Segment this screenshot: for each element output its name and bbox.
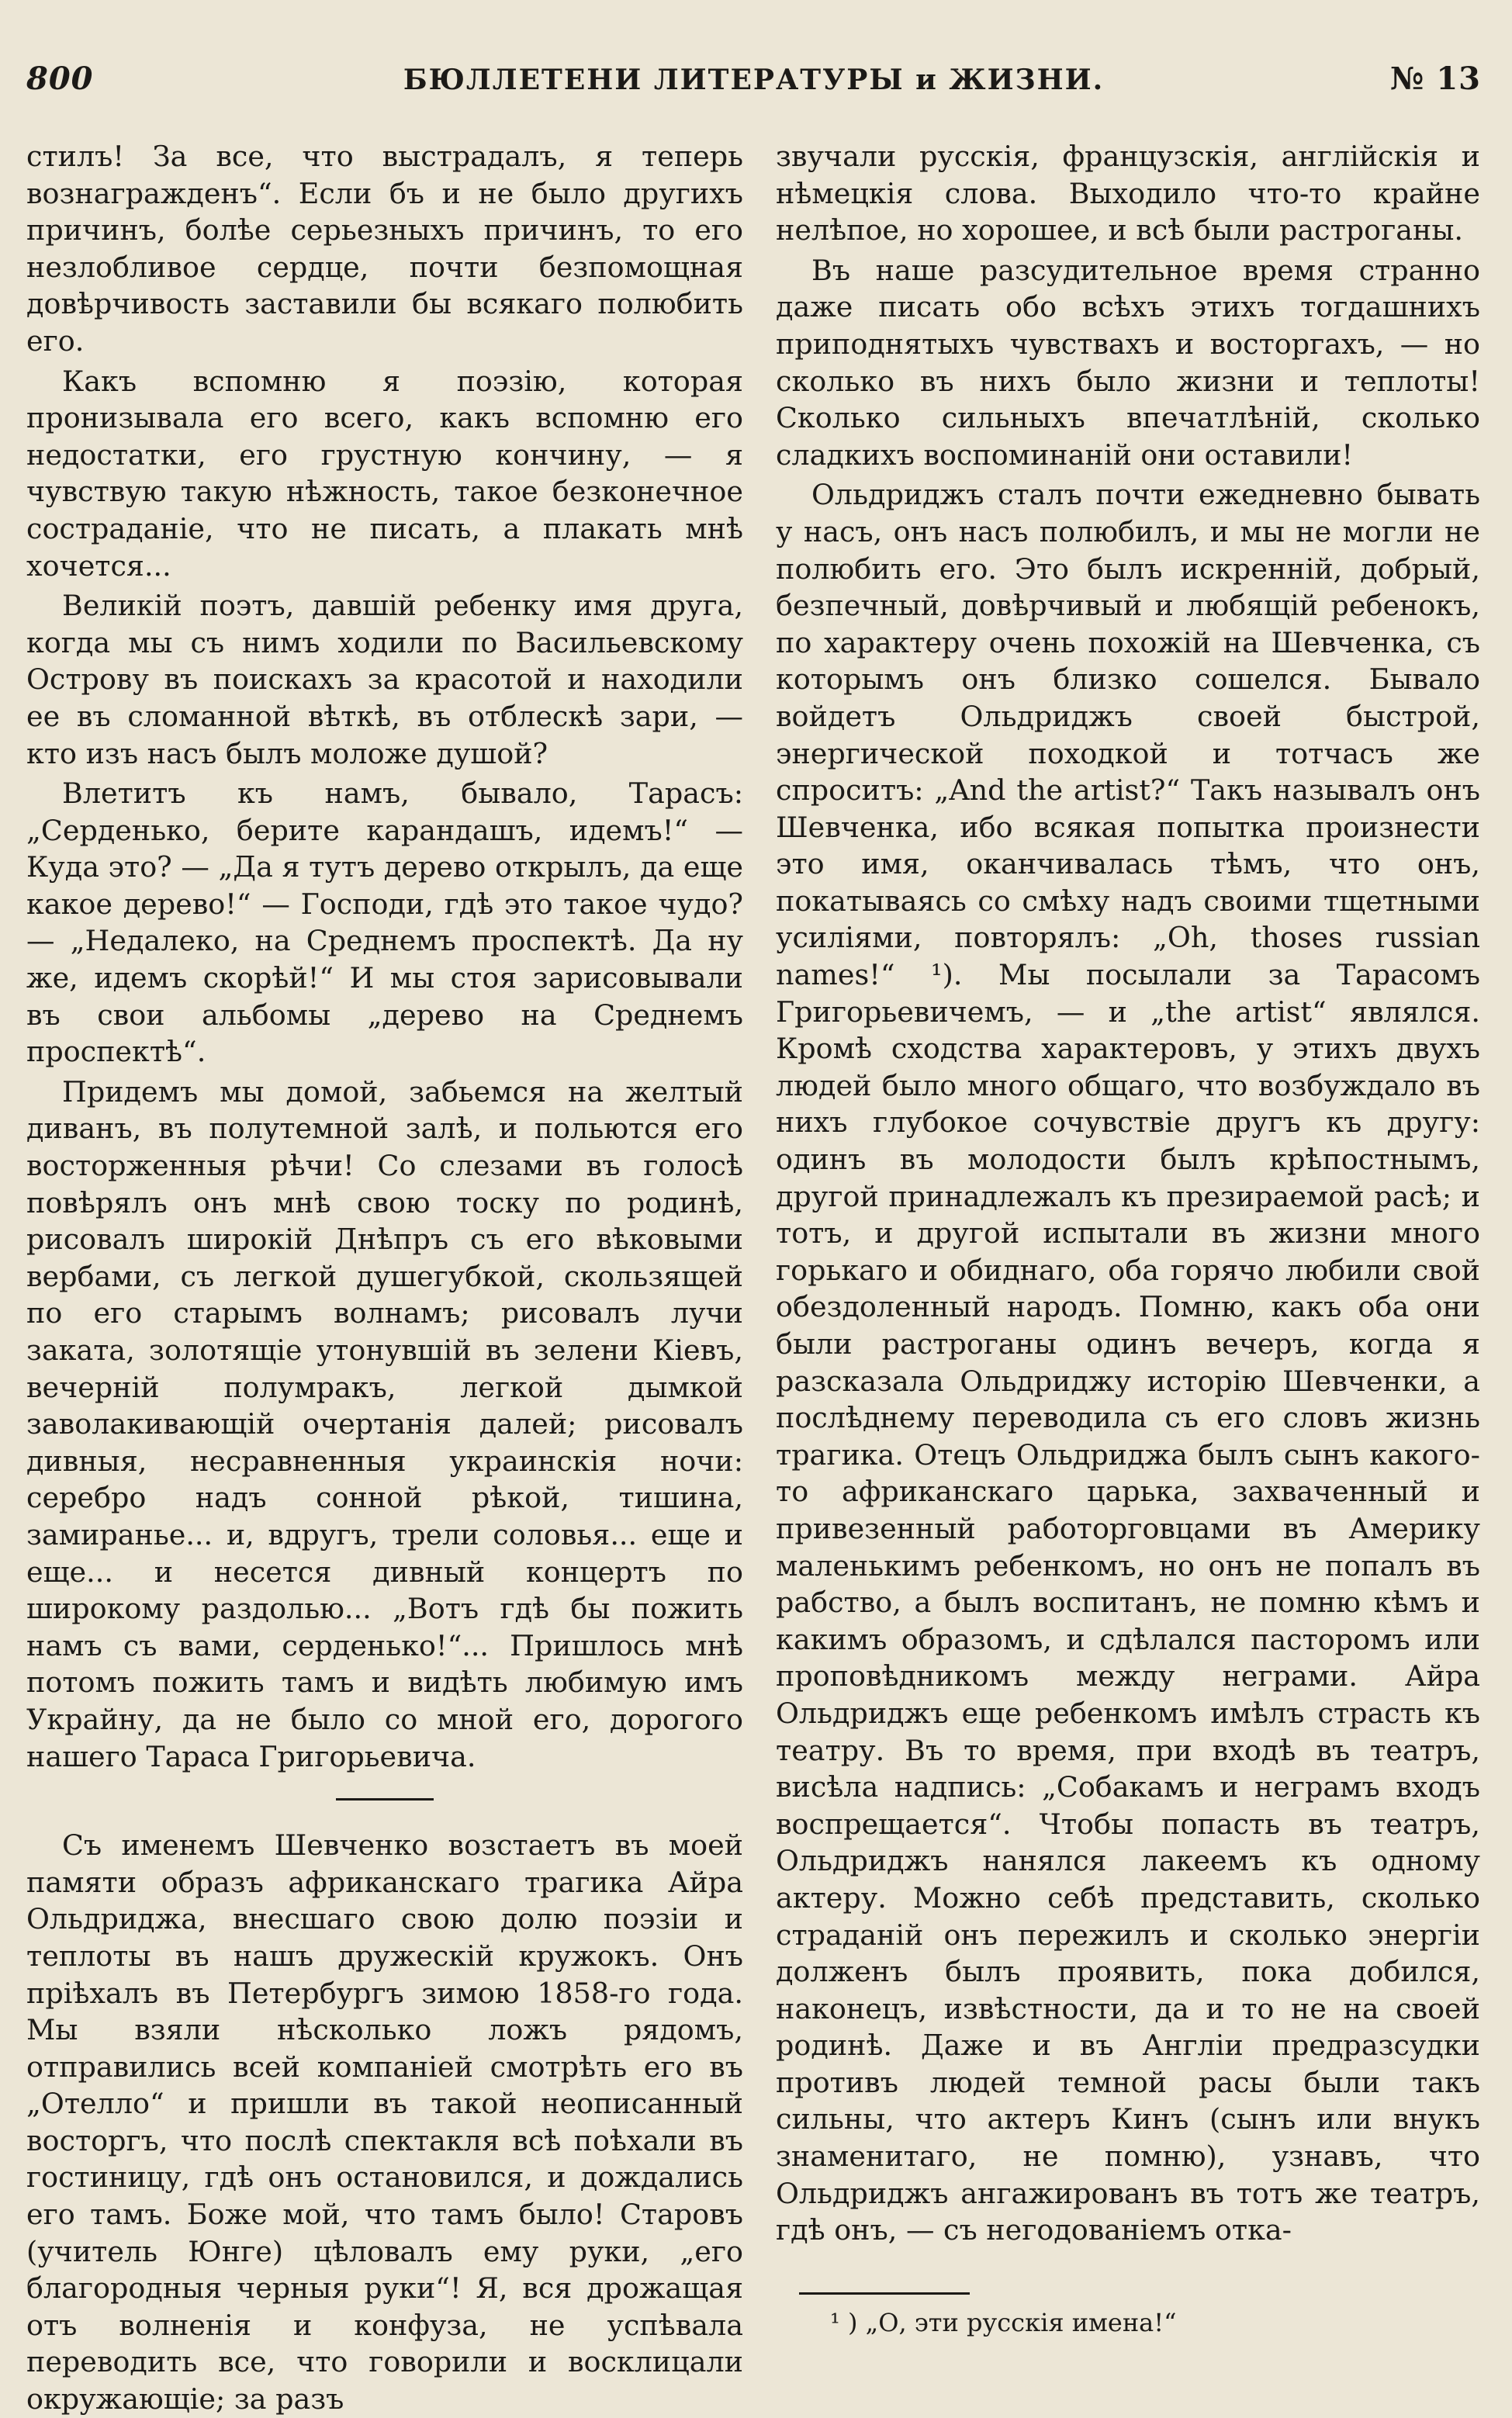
footnote-text: „О, эти русскія имена!“ [865,2307,1177,2337]
paragraph: Придемъ мы домой, забьемся на желтый диванъ, въ полутемной залѣ, и польются его восторженныя рѣчи! Со слезами въ голосѣ повѣрялъ онъ мнѣ свою тоску по родинѣ, рисовалъ широкій Днѣпръ съ его вѣковыми вербами, съ легкой душегубкой, скользящей по его старымъ волнамъ; рисовалъ лучи заката, золотящіе утонувшій въ зелени Кіевъ, вечерній полумракъ, легкой дымкой заволакивающій очертанія далей; рисовалъ дивныя, несравненныя украинскія ночи: серебро надъ сонной рѣкой, тишина, замиранье... и, вдругъ, трели соловья... еще и еще... и несется дивный концертъ по широкому раздолью... „Вотъ гдѣ бы пожить намъ съ вами, серденько!“... Пришлось мнѣ потомъ пожить тамъ и видѣть любимую имъ Украйну, да не было со мной его, дорогого нашего Тараса Григорьевича. [26,1074,743,1773]
paragraph: Великій поэтъ, давшій ребенку имя друга, когда мы съ нимъ ходили по Васильевскому Острову въ поискахъ за красотой и находили ее въ сломанной вѣткѣ, въ отблескѣ зари, — кто изъ насъ былъ моложе душой? [26,589,743,770]
page-number: 800 [26,61,94,97]
page-header [26,61,1481,107]
paragraph: Ольдриджъ сталъ почти ежедневно бывать у насъ, онъ насъ полюбилъ, и мы не могли не полюбить его. Это былъ искренній, добрый, безпечный, довѣрчивый и любящій ребенокъ, по характеру очень похожій на Шевченка, съ которымъ онъ близко сошелся. Бывало войдетъ Ольдриджъ своей быстрой, энергической походкой и тотчасъ же спроситъ: „And the artist?“ Такъ называлъ онъ Шевченка, ибо всякая попытка произнести это имя, оканчивалась тѣмъ, что онъ, покатываясь со смѣху надъ своими тщетными усиліями, повторялъ: „Oh, thoses russian names!“ ¹). Мы посылали за Тарасомъ Григорьевичемъ, — и „the artist“ являлся. Кромѣ сходства характеровъ, у этихъ двухъ людей было много общаго, что возбуждало въ нихъ глубокое сочувствіе другъ къ другу: одинъ въ молодости былъ крѣпостнымъ, другой принадлежалъ къ презираемой расѣ; и тотъ, и другой испытали въ жизни много горькаго и обиднаго, оба горячо любили свой обездоленный народъ. Помню, какъ оба они были растроганы одинъ вечеръ, когда я разсказала Ольдриджу исторію Шевченки, а послѣднему переводила съ его словъ жизнь трагика. Отецъ Ольдриджа былъ сынъ какого-то африканскаго царька, захваченный и привезенный работорговцами въ Америку маленькимъ ребенкомъ, но онъ не попалъ въ рабство, а былъ воспитанъ, не помню кѣмъ и какимъ образомъ, и сдѣлался пасторомъ или проповѣдникомъ между неграми. Айра Ольдриджъ еще ребенкомъ имѣлъ страсть къ театру. Въ то время, при входѣ въ театръ, висѣла надпись: „Собакамъ и неграмъ входъ воспрещается“. Чтобы попасть въ театръ, Ольдриджъ нанялся лакеемъ къ одному актеру. Можно себѣ представить, сколько страданій онъ пережилъ и сколько энергіи долженъ былъ проявить, пока добился, наконецъ, извѣстности, да и то не на своей родинѣ. Даже и въ Англіи предразсудки противъ людей темной расы были такъ сильны, что актеръ Кинъ (сынъ или внукъ знаменитаго, не помню), узнавъ, что Ольдриджъ ангажированъ въ тотъ же театръ, гдѣ онъ, — съ негодованіемъ отка- [776,478,1480,2247]
issue-number: № 13 [1389,61,1481,97]
footnote-rule [799,2292,970,2295]
paragraph: Съ именемъ Шевченко возстаетъ въ моей памяти образъ африканскаго трагика Айра Ольдриджа, внесшаго свою долю поэзіи и теплоты въ нашъ дружескій кружокъ. Онъ пріѣхалъ въ Петербургъ зимою 1858-го года. Мы взяли нѣсколько ложъ рядомъ, отправились всей компаніей смотрѣть его въ „Отелло“ и пришли въ такой неописанный восторгъ, что послѣ спектакля всѣ поѣхали въ гостиницу, гдѣ онъ остановился, и дождались его тамъ. Боже мой, что тамъ было! Старовъ (учитель Юнге) цѣловалъ ему руки, „его благородныя черныя руки“! Я, вся дрожащая отъ волненія и конфуза, не успѣвала переводить все, что говорили и восклицали окружающіе; за разъ [26,1828,743,2416]
paragraph: звучали русскія, французскія, англійскія и нѣмецкія слова. Выходило что-то крайне нелѣпое, но хорошее, и всѣ были растроганы. [776,140,1480,247]
footnote-marker: ¹ ) [830,2307,858,2337]
footnote [776,2306,1480,2340]
running-title: БЮЛЛЕТЕНИ ЛИТЕРАТУРЫ и ЖИЗНИ. [403,64,1105,96]
left-column [26,138,743,2418]
paragraph: Въ наше разсудительное время странно даже писать обо всѣхъ этихъ тогдашнихъ приподнятыхъ чувствахъ и восторгахъ, — но сколько въ нихъ было жизни и теплоты! Сколько сильныхъ впечатлѣній, сколько сладкихъ воспоминаній они оставили! [776,253,1480,472]
paragraph: Какъ вспомню я поэзію, которая пронизывала его всего, какъ вспомню его недостатки, его грустную кончину, — я чувствую такую нѣжность, такое безконечное состраданіе, что не писать, а плакать мнѣ хочется... [26,364,743,583]
section-divider [336,1798,434,1801]
right-column [776,138,1480,2340]
paragraph: Влетитъ къ намъ, бывало, Тарасъ: „Серденько, берите карандашъ, идемъ!“ — Куда это? — „Да я тутъ дерево открылъ, да еще какое дерево!“ — Господи, гдѣ это такое чудо? — „Недалеко, на Среднемъ проспектѣ. Да ну же, идемъ скорѣй!“ И мы стоя зарисовывали въ свои альбомы „дерево на Среднемъ проспектѣ“. [26,777,743,1069]
paragraph: стилъ! За все, что выстрадалъ, я теперь вознагражденъ“. Если бъ и не было другихъ причинъ, болѣе серьезныхъ причинъ, то его незлобливое сердце, почти безпомощная довѣрчивость заставили бы всякаго полюбить его. [26,140,743,358]
